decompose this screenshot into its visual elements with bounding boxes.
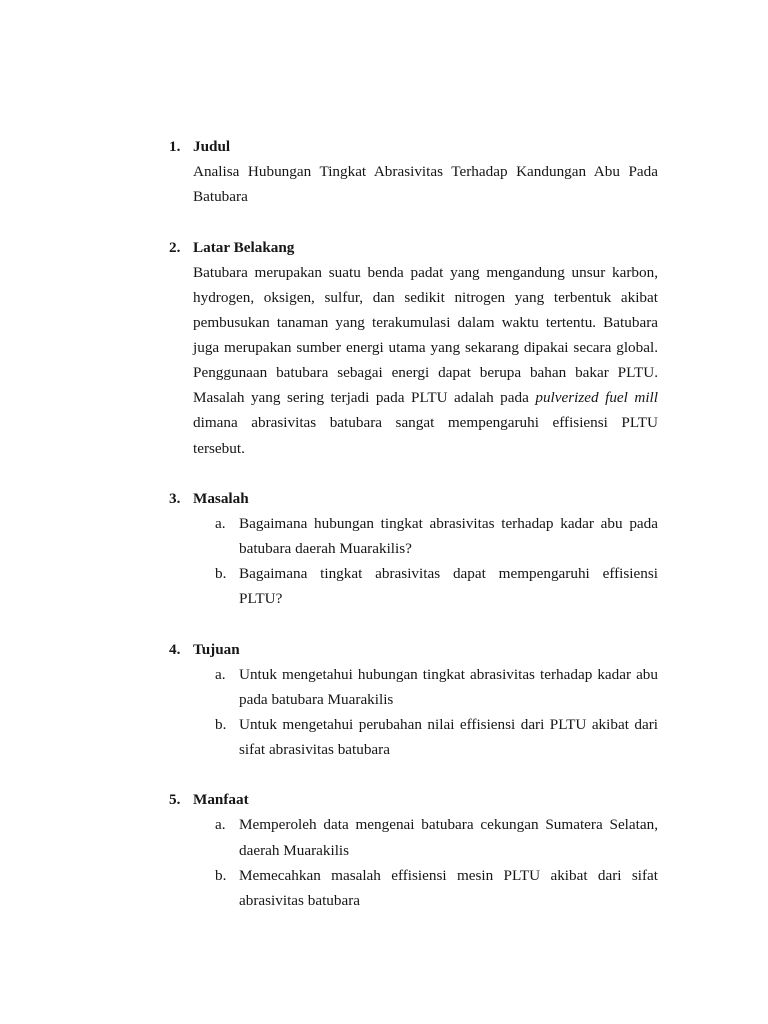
section-heading: Judul [193,138,231,155]
list-item-line: Untuk mengetahui hubungan tingkat abrasivitas terhadap kadar abu [239,665,658,683]
list-item [0,863,768,913]
section-heading: Latar Belakang [193,238,295,256]
section-tujuan [0,637,768,763]
section-manfaat [0,787,768,913]
list-marker: a. [215,665,226,683]
list-item-line: batubara daerah Muarakilis? [239,540,412,557]
list-item-first-row [0,863,768,888]
section-heading-row [0,134,768,159]
section-masalah [0,486,768,612]
section-number: 2. [169,238,181,256]
body-line: juga merupakan sumber energi utama yang sekarang dipakai secara global. [193,339,658,356]
list-item-line: sifat abrasivitas batubara [239,741,390,758]
list-item-line: PLTU? [239,590,283,608]
body-line: pembusukan tanaman yang terakumulasi dalam waktu tertentu. Batubara [193,313,658,331]
list-item [0,812,768,862]
list-item [0,712,768,762]
section-heading-row [0,486,768,511]
body-line: hydrogen, oksigen, sulfur, dan sedikit nitrogen yang terbentuk akibat [193,288,658,306]
document-content [0,134,768,913]
list-marker: b. [215,715,227,733]
body-text: Masalah yang sering terjadi pada PLTU adalah pada [193,389,536,407]
section-heading: Manfaat [193,791,249,809]
list-item [0,561,768,611]
list-marker: b. [215,866,227,884]
list-item-line: Memperoleh data mengenai batubara cekungan Sumatera Selatan, [239,816,658,834]
list-item-line: Bagaimana tingkat abrasivitas dapat mempengaruhi effisiensi [239,565,658,583]
list-item-line: abrasivitas batubara [239,891,361,909]
section-number: 1. [169,138,181,155]
list-marker: b. [215,565,227,583]
list-item-first-row [0,712,768,737]
section-heading-row [0,637,768,662]
body-line: dimana abrasivitas batubara sangat mempengaruhi effisiensi PLTU [193,414,658,432]
list-marker: a. [215,514,226,532]
section-number: 3. [169,489,181,507]
list-item [0,662,768,712]
section-number: 5. [169,791,181,809]
body-line: Penggunaan batubara sebagai energi dapat berupa bahan bakar PLTU. [193,364,658,382]
section-heading-row [0,787,768,812]
body-line: Batubara merupakan suatu benda padat yang mengandung unsur karbon, [193,263,658,281]
list-item-first-row [0,561,768,586]
section-latar-belakang [0,235,768,461]
list-item-line: Untuk mengetahui perubahan nilai effisiensi dari PLTU akibat dari [239,715,658,733]
list-item-line: pada batubara Muarakilis [239,690,394,708]
body-line: Batubara [193,188,248,206]
list-item-line: Memecahkan masalah effisiensi mesin PLTU akibat dari sifat [239,866,658,884]
list-item-first-row [0,511,768,536]
list-marker: a. [215,816,226,834]
body-line [193,385,658,410]
section-heading: Masalah [193,489,249,507]
list-item-line: daerah Muarakilis [239,841,350,859]
section-number: 4. [169,640,181,658]
italic-term: pulverized fuel mill [535,389,658,407]
list-item-line: Bagaimana hubungan tingkat abrasivitas terhadap kadar abu pada [239,514,658,532]
body-line: Analisa Hubungan Tingkat Abrasivitas Terhadap Kandungan Abu Pada [193,163,658,181]
body-line: tersebut. [193,439,245,457]
list-item-first-row [0,662,768,687]
list-item [0,511,768,561]
section-judul [0,134,768,209]
section-heading: Tujuan [193,640,240,658]
section-heading-row [0,235,768,260]
list-item-first-row [0,812,768,837]
